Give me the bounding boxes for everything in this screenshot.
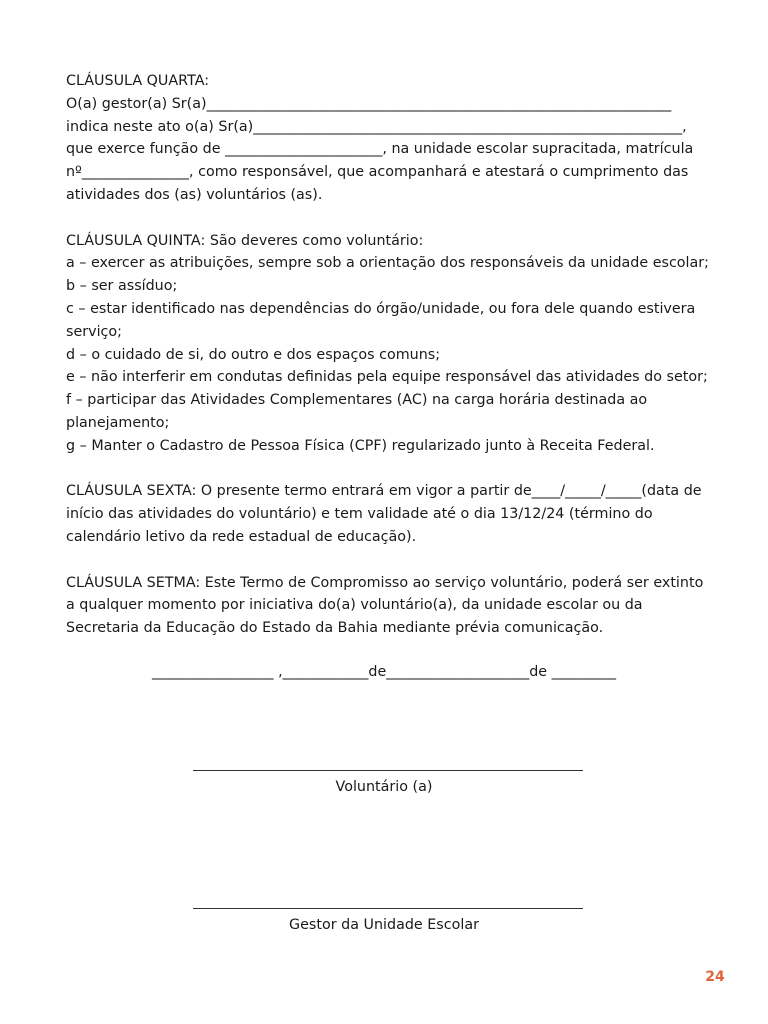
clausula-quarta-line: nº_______________, como responsável, que acompanhará e atestará o cumprimento das	[66, 164, 689, 181]
clausula-quinta-item: f – participar das Atividades Complementares (AC) na carga horária destinada ao	[66, 392, 648, 409]
clausula-quarta-line: atividades dos (as) voluntários (as).	[66, 186, 323, 203]
clausula-quinta-item: g – Manter o Cadastro de Pessoa Física (CPF) regularizado junto à Receita Federal.	[66, 437, 655, 454]
clausula-setima-line: CLÁUSULA SETMA: Este Termo de Compromisso ao serviço voluntário, poderá ser extinto	[66, 574, 704, 591]
clausula-quarta-line: indica neste ato o(a) Sr(a)____________________________________________________________,	[66, 118, 687, 135]
clausula-quinta-item: d – o cuidado de si, do outro e dos espaços comuns;	[66, 346, 441, 363]
clausula-quinta-item: b – ser assíduo;	[66, 278, 178, 295]
clausula-quinta-item: c – estar identificado nas dependências do órgão/unidade, ou fora dele quando estivera	[66, 300, 696, 317]
clausula-quinta-item: planejamento;	[66, 414, 170, 431]
clausula-quarta-line: que exerce função de ______________________, na unidade escolar supracitada, matrícula	[66, 141, 694, 158]
clausula-sexta-line: calendário letivo da rede estadual de educação).	[66, 528, 417, 545]
clausula-quinta-item: a – exercer as atribuições, sempre sob a orientação dos responsáveis da unidade escolar;	[66, 255, 709, 272]
clausula-sexta-line: CLÁUSULA SEXTA: O presente termo entrará em vigor a partir de____/_____/_____(data de	[66, 483, 702, 500]
document-body	[66, 70, 716, 640]
signature-line-voluntario	[193, 770, 583, 771]
signature-line-gestor	[193, 908, 583, 909]
clausula-quinta-item: e – não interferir em condutas definidas pela equipe responsável das atividades do setor;	[66, 369, 708, 386]
signature-label-voluntario: Voluntário (a)	[335, 779, 433, 795]
signature-label-gestor: Gestor da Unidade Escolar	[289, 917, 479, 933]
clausula-sexta-line: início das atividades do voluntário) e tem validade até o dia 13/12/24 (término do	[66, 506, 653, 523]
clausula-quinta-item: serviço;	[66, 323, 122, 340]
clausula-quinta-title: CLÁUSULA QUINTA: São deveres como voluntário:	[66, 232, 424, 249]
clausula-quarta-line: O(a) gestor(a) Sr(a)_________________________________________________________________	[66, 95, 672, 112]
date-place-line: _________________ ,____________de____________________de _________	[152, 664, 616, 680]
clausula-quarta-title: CLÁUSULA QUARTA:	[66, 73, 210, 89]
clausula-setima-line: a qualquer momento por iniciativa do(a) voluntário(a), da unidade escolar ou da	[66, 597, 643, 614]
page-number: 24	[705, 969, 725, 985]
clausula-setima-line: Secretaria da Educação do Estado da Bahia mediante prévia comunicação.	[66, 620, 604, 637]
